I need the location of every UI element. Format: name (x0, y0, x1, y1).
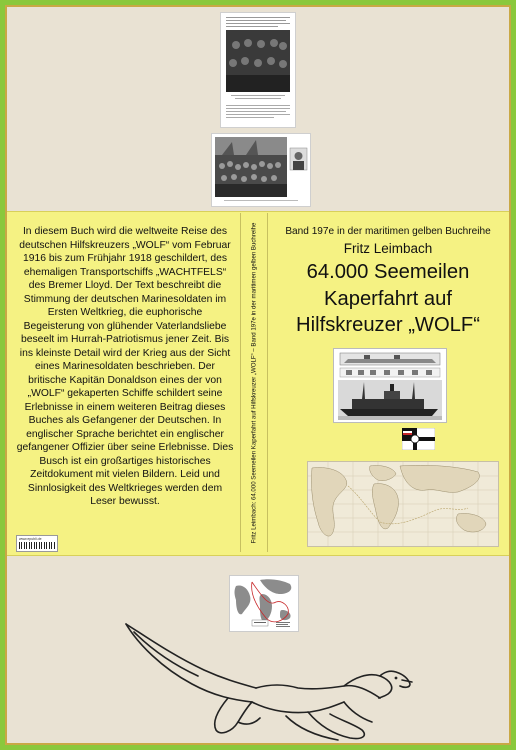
barcode-bars (19, 542, 55, 549)
spine-edge-right (267, 213, 268, 552)
spine-text: Fritz Leimbach: 64.000 Seemeilen Kaperfahrt auf Hilfskreuzer „WOLF“ – Band 197e in der maritimen gelben Buchreihe (250, 222, 258, 543)
title-line-3: Hilfskreuzer „WOLF“ (296, 314, 480, 336)
title-line-2: Kaperfahrt auf (324, 287, 452, 310)
albatross-drawing (118, 618, 414, 742)
isbn-barcode (16, 535, 58, 552)
world-route-map (307, 461, 499, 547)
crew-photo-deck (211, 133, 311, 207)
series-label: Band 197e in der maritimen gelben Buchreihe (285, 226, 491, 237)
title-line-1: 64.000 Seemeilen (306, 261, 470, 283)
author-name: Fritz Leimbach (343, 241, 433, 256)
barcode-url: www.epubli.de (19, 537, 42, 541)
back-cover-blurb: In diesem Buch wird die weltweite Reise des deutschen Hilfskreuzers „WOLF“ vom Februar 1916 bis zum Frühjahr 1918 geschildert, des ehemaligen Transportschiffs „WACHTFELS“ des Bremer Lloyd. Der Text beschreibt die Stimmung der deutschen Marinesoldaten im Ersten Weltkrieg, die euphorische Begeisterung von glühender Vaterlandsliebe beseelt im Hurrah-Patriotismus jener Zeit. Bis ins kleinste Detail wird der Krieg aus der Sicht eines Marinesoldaten beschrieben. Der britische Kapitän Donaldson eines der von „WOLF“ gekaperten Schiffe schildert seine Erlebnisse in einem weiteren Beitrag dieses Buches als Gefangener der Deutschen. In englischer Sprache berichtet ein englischer gefangener Offizier über seine Erlebnisse. Dies Busch ist ein großartiges historisches Zeitdokument mit vielen Bildern. Leid und Sinnlosigkeit des Weltkrieges werden dem Leser bewusst. (16, 226, 234, 507)
book-spine (244, 213, 264, 552)
crew-photo-top (220, 12, 296, 128)
book-title (272, 259, 504, 339)
ship-illustration (333, 348, 447, 423)
naval-ensign-flag (402, 428, 435, 456)
spine-edge-left (240, 213, 241, 552)
